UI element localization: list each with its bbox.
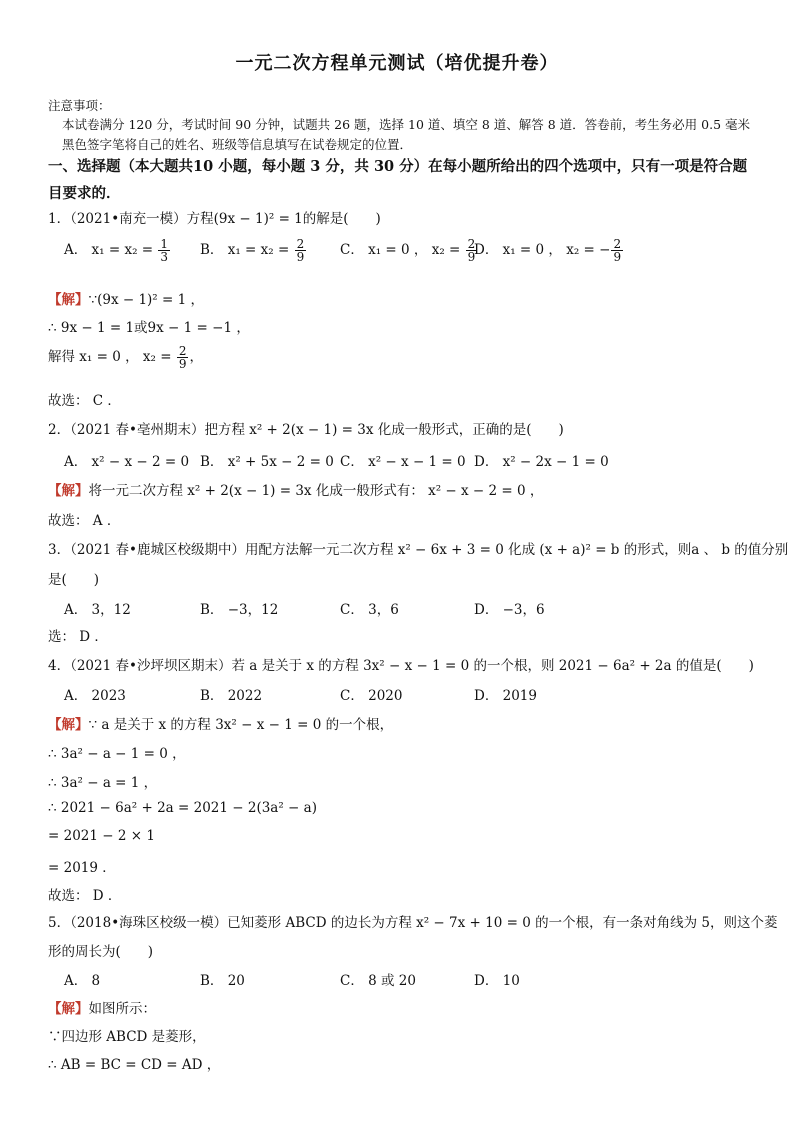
question-5-solution-1 xyxy=(48,997,156,1017)
denominator: 9 xyxy=(178,357,187,371)
solution-text: ∵(9x − 1)² = 1 ， xyxy=(88,292,204,308)
question-4-answer: 故选： D ． xyxy=(48,888,122,904)
question-4-stem: 4．（2021 春•沙坪坝区期末）若 a 是关于 x 的方程 3x² − x − 1 = 0 的一个根，则 2021 − 6a² + 2a 的值是( ) xyxy=(48,658,754,674)
question-5-option-d: D． 10 xyxy=(474,973,520,989)
question-1-option-b xyxy=(200,238,307,263)
question-1-solution-2: ∴ 9x − 1 = 1或9x − 1 = −1 ， xyxy=(48,320,250,336)
question-5-stem-1: 5．（2018•海珠区校级一模）已知菱形 ABCD 的边长为方程 x² − 7x + 10 = 0 的一个根，有一条对角线为 5，则这个菱 xyxy=(48,915,778,931)
question-1-answer: 故选： C ． xyxy=(48,393,121,409)
numerator: 2 xyxy=(296,237,305,251)
question-2-answer: 故选： A ． xyxy=(48,513,121,529)
denominator: 9 xyxy=(613,250,622,264)
question-4-option-c: C． 2020 xyxy=(340,688,403,704)
question-4-solution-6: = 2019 ． xyxy=(48,860,116,876)
question-2-option-b: B． x² + 5x − 2 = 0 xyxy=(200,454,334,470)
option-a-text: A． x₁ = x₂ = xyxy=(64,242,158,258)
fraction xyxy=(295,238,307,263)
option-d-text: D． x₁ = 0 ， x₂ = − xyxy=(474,242,611,258)
question-1-option-c xyxy=(340,238,478,263)
question-5-option-c: C． 8 或 20 xyxy=(340,973,416,989)
solution-tag: 【解】 xyxy=(48,1001,89,1017)
question-2-option-d: D． x² − 2x − 1 = 0 xyxy=(474,454,609,470)
question-2-option-a: A． x² − x − 2 = 0 xyxy=(64,454,190,470)
fraction xyxy=(611,238,623,263)
question-4-solution-3: ∴ 3a² − a = 1 ， xyxy=(48,775,158,791)
numerator: 2 xyxy=(178,344,187,358)
solution-tag: 【解】 xyxy=(48,717,89,733)
question-2-solution-1 xyxy=(48,479,543,499)
denominator: 9 xyxy=(296,250,305,264)
fraction xyxy=(158,238,170,263)
solution-text: 将一元二次方程 x² + 2(x − 1) = 3x 化成一般形式有： x² − x − 2 = 0 ， xyxy=(88,483,544,499)
option-c-text: C． x₁ = 0 ， x₂ = xyxy=(340,242,465,258)
question-3-option-b: B． −3，12 xyxy=(200,602,279,618)
question-1-solution-3 xyxy=(48,345,203,370)
question-4-solution-4: ∴ 2021 − 6a² + 2a = 2021 − 2(3a² − a) xyxy=(48,800,317,816)
question-4-option-a: A． 2023 xyxy=(64,688,126,704)
question-3-answer: 选： D ． xyxy=(48,629,108,645)
question-5-option-a: A． 8 xyxy=(64,973,101,989)
solution-tag: 【解】 xyxy=(48,483,89,499)
question-4-solution-1 xyxy=(48,713,393,733)
question-2-stem: 2．（2021 春•亳州期末）把方程 x² + 2(x − 1) = 3x 化成一般形式，正确的是( ) xyxy=(48,422,564,438)
solution-text: ∵ a 是关于 x 的方程 3x² − x − 1 = 0 的一个根， xyxy=(88,717,394,733)
question-3-option-c: C． 3，6 xyxy=(340,602,399,618)
question-5-solution-2: ∵四边形 ABCD 是菱形， xyxy=(48,1029,206,1045)
option-b-text: B． x₁ = x₂ = xyxy=(200,242,294,258)
notice-heading: 注意事项： xyxy=(48,98,111,113)
solution-tag: 【解】 xyxy=(48,292,89,308)
question-1-option-d xyxy=(474,238,624,263)
solution-text: 如图所示： xyxy=(88,1001,156,1017)
solution-text: ， xyxy=(189,349,203,365)
question-3-stem-1: 3．（2021 春•鹿城区校级期中）用配方法解一元二次方程 x² − 6x + 3 = 0 化成 (x + a)² = b 的形式，则a 、 b 的值分别 xyxy=(48,542,789,558)
question-4-solution-2: ∴ 3a² − a − 1 = 0 ， xyxy=(48,746,186,762)
section-heading-multiple-choice: 一、选择题（本大题共10 小题，每小题 3 分，共 30 分）在每小题所给出的四个选项中，只有一项是符合题目要求的． xyxy=(48,158,748,202)
question-5-solution-3: ∴ AB = BC = CD = AD ， xyxy=(48,1057,221,1073)
question-4-solution-5: = 2021 − 2 × 1 xyxy=(48,828,155,844)
numerator: 1 xyxy=(160,237,169,251)
numerator: 2 xyxy=(613,237,622,251)
fraction xyxy=(177,345,189,370)
notice-body: 本试卷满分 120 分，考试时间 90 分钟，试题共 26 题，选择 10 道、填空 8 道、解答 8 道．答卷前，考生务必用 0.5 毫米黑色签字笔将自己的姓名、班级等信息填写在试卷规定的位置． xyxy=(62,117,750,152)
denominator: 9 xyxy=(467,250,476,264)
question-5-stem-2: 形的周长为( ) xyxy=(48,944,154,960)
question-4-option-d: D． 2019 xyxy=(474,688,537,704)
page-title: 一元二次方程单元测试（培优提升卷） xyxy=(235,53,559,74)
question-1-stem: 1．（2021•南充一模）方程(9x − 1)² = 1的解是( ) xyxy=(48,211,381,227)
solution-text: 解得 x₁ = 0 ， x₂ = xyxy=(48,349,176,365)
denominator: 3 xyxy=(160,250,169,264)
question-4-option-b: B． 2022 xyxy=(200,688,263,704)
question-1-solution-1 xyxy=(48,288,204,308)
question-3-option-a: A． 3，12 xyxy=(64,602,131,618)
question-5-option-b: B． 20 xyxy=(200,973,245,989)
question-2-option-c: C． x² − x − 1 = 0 xyxy=(340,454,466,470)
question-3-option-d: D． −3，6 xyxy=(474,602,545,618)
question-3-stem-2: 是( ) xyxy=(48,572,100,588)
numerator: 2 xyxy=(467,237,476,251)
question-1-option-a xyxy=(64,238,171,263)
